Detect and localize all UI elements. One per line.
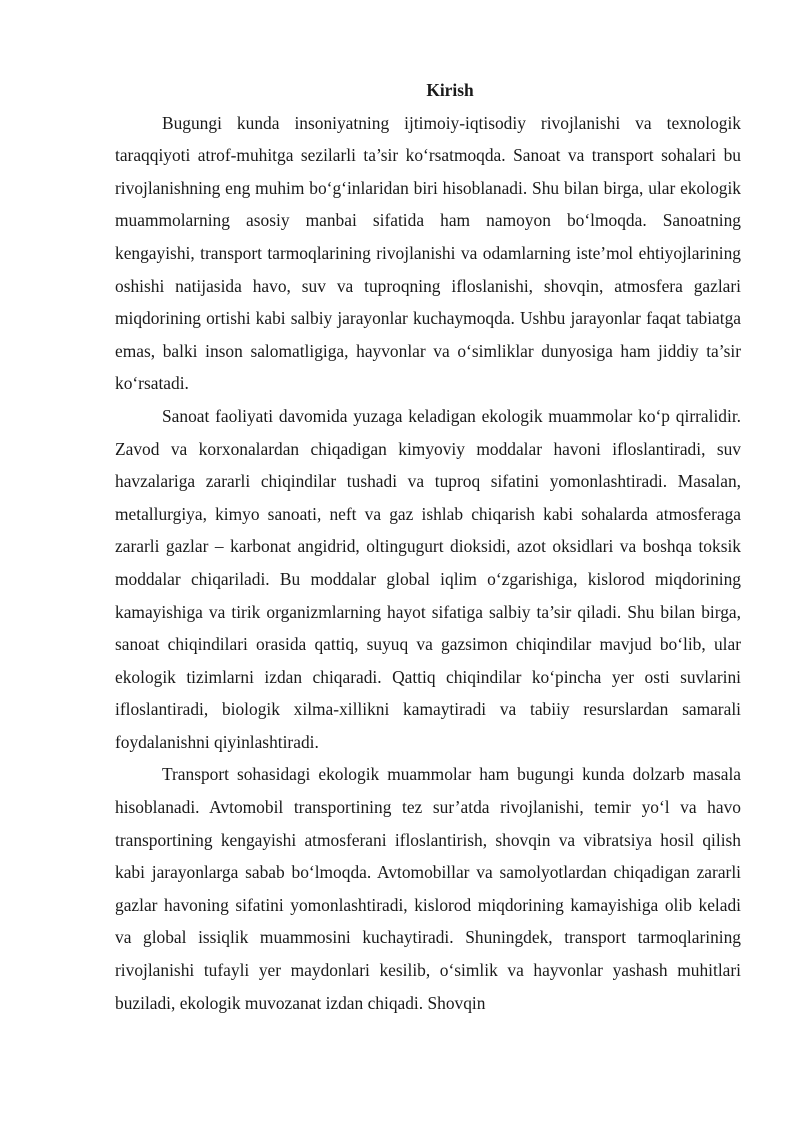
paragraph-intro: Bugungi kunda insoniyatning ijtimoiy-iqtisodiy rivojlanishi va texnologik taraqqiyoti atrof-muhitga sezilarli ta’sir ko‘rsatmoqda. Sanoat va transport sohalari bu rivojlanishning eng muhim bo‘g‘inlaridan biri hisoblanadi. Shu bilan birga, ular ekologik muammolarning asosiy manbai sifatida ham namoyon bo‘lmoqda. Sanoatning kengayishi, transport tarmoqlarining rivojlanishi va odamlarning iste’mol ehtiyojlarining oshishi natijasida havo, suv va tuproqning ifloslanishi, shovqin, atmosfera gazlari miqdorining ortishi kabi salbiy jarayonlar kuchaymoqda. Ushbu jarayonlar faqat tabiatga emas, balki inson salomatligiga, hayvonlar va o‘simliklar dunyosiga ham jiddiy ta’sir ko‘rsatadi. [115, 112, 741, 394]
document-body [115, 74, 741, 1019]
paragraph-transport: Transport sohasidagi ekologik muammolar ham bugungi kunda dolzarb masala hisoblanadi. Avtomobil transportining tez sur’atda rivojlanishi, temir yo‘l va havo transportining kengayishi atmosferani ifloslantirish, shovqin va vibratsiya hosil qilish kabi jarayonlarga sabab bo‘lmoqda. Avtomobillar va samolyotlardan chiqadigan zararli gazlar havoning sifatini yomonlashtiradi, kislorod miqdorining kamayishiga olib keladi va global issiqlik muammosini kuchaytiradi. Shuningdek, transport tarmoqlarining rivojlanishi tufayli yer maydonlari kesilib, o‘simlik va hayvonlar yashash muhitlari buziladi, ekologik muvozanat izdan chiqadi. Shovqin [115, 764, 741, 1013]
document-title: Kirish [426, 80, 474, 100]
paragraph-industry: Sanoat faoliyati davomida yuzaga keladigan ekologik muammolar ko‘p qirralidir. Zavod va korxonalardan chiqadigan kimyoviy moddalar havoni ifloslantiradi, suv havzalariga zararli chiqindilar tushadi va tuproq sifatini yomonlashtiradi. Masalan, metallurgiya, kimyo sanoati, neft va gaz ishlab chiqarish kabi sohalarda atmosferaga zararli gazlar – karbonat angidrid, oltingugurt dioksidi, azot oksidlari va boshqa toksik moddalar chiqariladi. Bu moddalar global iqlim o‘zgarishiga, kislorod miqdorining kamayishiga va tirik organizmlarning hayot sifatiga salbiy ta’sir qiladi. Shu bilan birga, sanoat chiqindilari orasida qattiq, suyuq va gazsimon chiqindilar mavjud bo‘lib, ular ekologik tizimlarni izdan chiqaradi. Qattiq chiqindilar ko‘pincha yer osti suvlarini ifloslantiradi, biologik xilma-xillikni kamaytiradi va tabiiy resurslardan samarali foydalanishni qiyinlashtiradi. [115, 405, 741, 752]
